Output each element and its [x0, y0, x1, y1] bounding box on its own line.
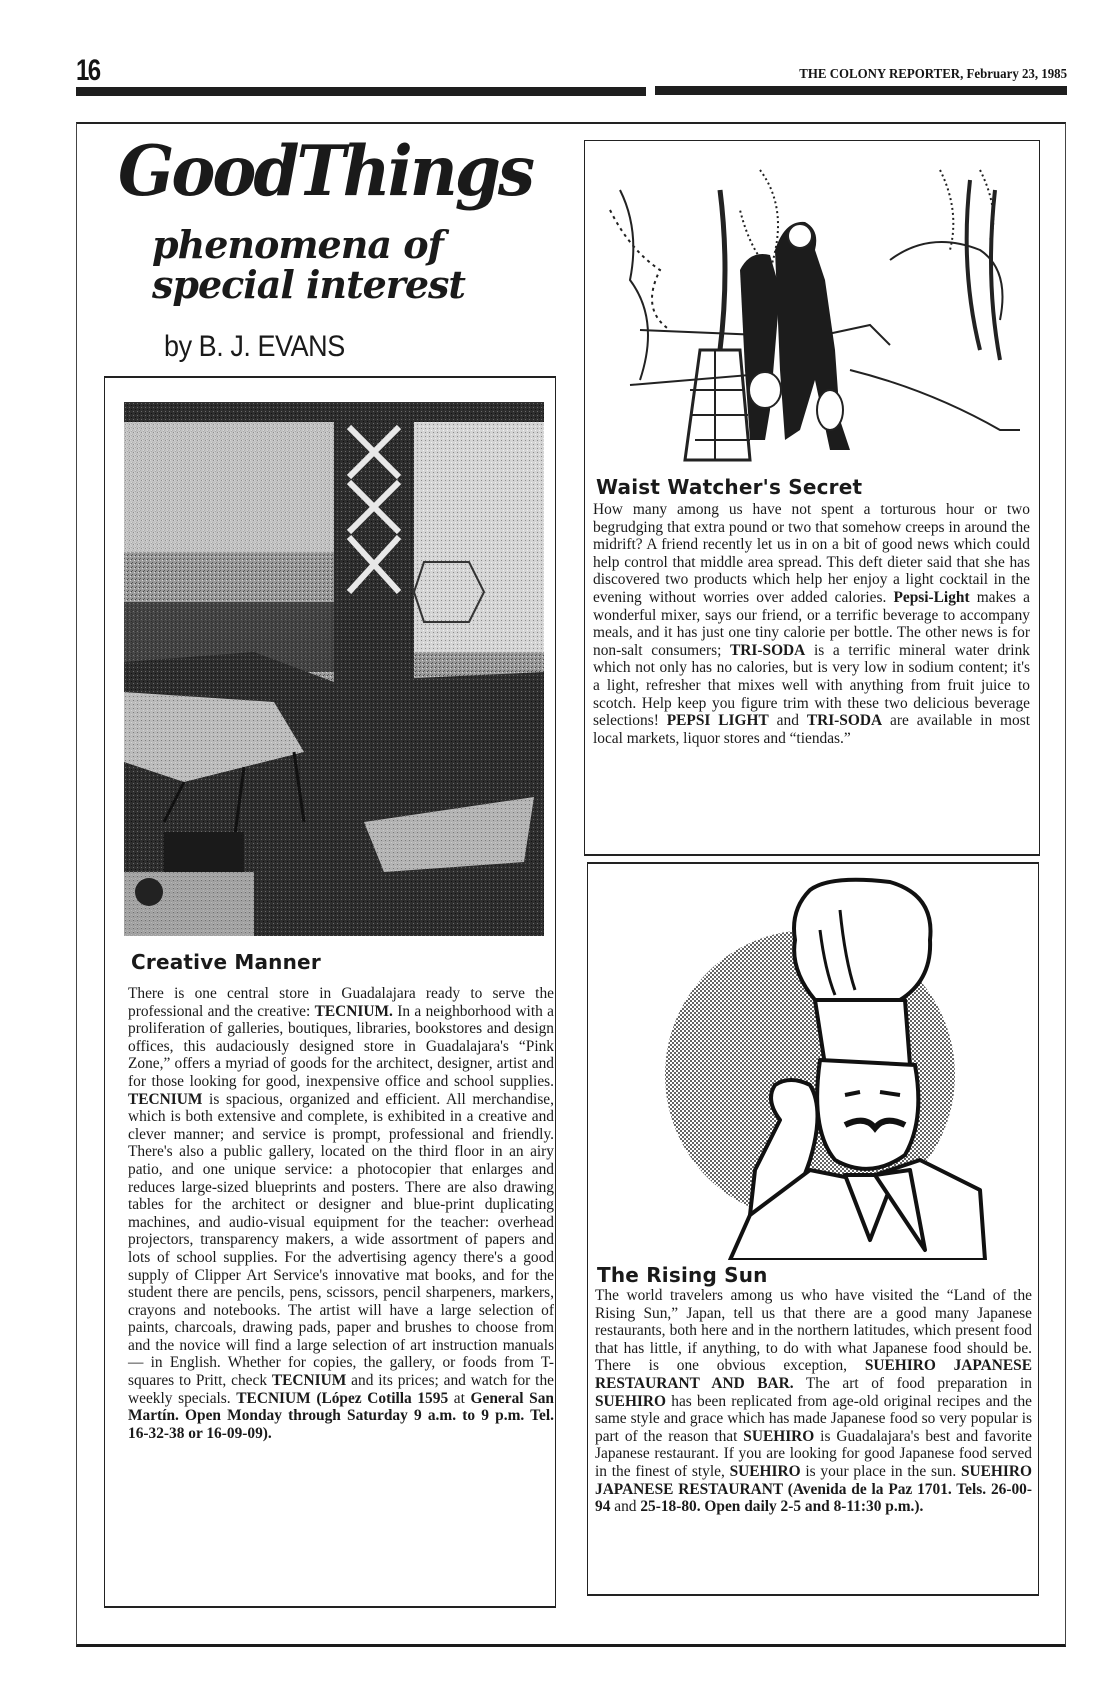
- text-run: The world travelers among us who have visited the “Land of the Rising Sun,” Japan, tell us that there are a good many Japanese restaurants, both here and in the northern latitudes, which present food that has little, if anything, to do with what Japanese food should be. There is one obvious exception,: [595, 1287, 1032, 1375]
- masthead: THE COLONY REPORTER, February 23, 1985: [799, 67, 1067, 82]
- bold-text-run: SUEHIRO JAPANESE RESTAURANT (Avenida de la Paz 1701. Tels. 26-00-94: [595, 1462, 1032, 1516]
- article-body-rising-sun: [595, 1287, 1032, 1516]
- feature-title: GoodThings: [118, 130, 533, 212]
- text-run: and: [610, 1498, 641, 1516]
- text-run: and: [768, 712, 807, 730]
- text-run: How many among us have not spent a torturous hour or two begrudging that extra pound or two that somehow creeps in around the midrift? A friend recently let us in on a bit of good news which could help control that middle area spread. This deft dieter said that she has discovered two products which help her enjoy a light cocktail in the evening without worries over added calories.: [593, 501, 1030, 606]
- text-run: There is one central store in Guadalajara ready to serve the professional and the creative:: [128, 985, 554, 1020]
- byline: by B. J. EVANS: [164, 330, 345, 363]
- text-run: are available in most local markets, liquor stores and “tiendas.”: [593, 712, 1030, 747]
- bold-text-run: Pepsi-Light: [893, 588, 970, 606]
- header-rule-left: [76, 87, 646, 96]
- text-run: is spacious, organized and efficient. All merchandise, which is both extensive and complete, is exhibited in a creative and clever manner; and service is prompt, professional and friendly. There's also a public gallery, located on the third floor in an airy patio, and one unique service: a photocopier that enlarges and reduces large-sized blueprints and posters. There are also drawing tables for the architect or designer and blue-print duplicating machines, and audio-visual equipment for the teacher: overhead projectors, transparency makers, a wide assortment of papers and lots of school supplies. For the advertising agency there's a good supply of Clipper Art Service's innovative mat books, and for the student there are pencils, pens, scissors, pencil sharpeners, markers, crayons and notebooks. The artist will have a large selection of paints, charcoals, drawing pads, paper and brushes to choose from and the novice will find a large selection of art instruction manuals — in English. Whether for copies, the gallery, or foods from T-squares to Pritt, check: [128, 1090, 554, 1390]
- chef-illustration: [660, 870, 990, 1260]
- header-rule-right: [655, 86, 1067, 95]
- headline-rising-sun: The Rising Sun: [597, 1263, 768, 1287]
- article-body-waist-watcher: [593, 501, 1030, 747]
- bold-text-run: TRI-SODA: [730, 641, 806, 659]
- joggers-illustration: [600, 150, 1024, 480]
- text-run: makes a wonderful mixer, says our friend, or a terrific beverage to accompany meals, and it has just one tiny calorie per bottle. The other news is for non-salt consumers;: [593, 588, 1030, 659]
- text-run: and its prices; and watch for the weekly specials.: [128, 1372, 554, 1407]
- page-number: 16: [76, 54, 100, 87]
- bold-text-run: SUEHIRO JAPANESE RESTAURANT AND BAR.: [595, 1357, 1032, 1392]
- bold-text-run: SUEHIRO: [743, 1427, 815, 1445]
- bold-text-run: SUEHIRO: [729, 1462, 801, 1480]
- feature-subtitle-line1: phenomena of: [152, 222, 443, 267]
- article-body-creative-manner: [128, 985, 554, 1442]
- bold-text-run: SUEHIRO: [595, 1392, 666, 1410]
- bold-text-run: TECNIUM: [128, 1090, 203, 1108]
- text-run: In a neighborhood with a proliferation of galleries, boutiques, libraries, bookstores and design offices, this audaciously designed store in Guadalajara's “Pink Zone,” offers a myriad of goods for the architect, designer, artist and for those looking for good, inexpensive office and school supplies.: [128, 1002, 554, 1090]
- text-run: The art of food preparation in: [793, 1374, 1032, 1392]
- bold-text-run: TECNIUM.: [314, 1002, 393, 1020]
- text-run: is a terrific mineral water drink which not only has no calories, but is very low in sodium content; it's a light, refresher that mixes well with anything from fruit juice to scotch. Help keep you figure trim with these two delicious beverage selections!: [593, 641, 1030, 730]
- bold-text-run: PEPSI LIGHT: [666, 712, 769, 730]
- text-run: is your place in the sun.: [800, 1462, 961, 1480]
- headline-waist-watcher: Waist Watcher's Secret: [596, 475, 863, 499]
- text-run: is Guadalajara's best and favorite Japanese restaurant. If you are looking for good Japanese food served in the finest of style,: [595, 1427, 1032, 1480]
- bold-text-run: General San Martín. Open Monday through Saturday 9 a.m. to 9 p.m. Tel. 16-32-38 or 16-09-09).: [128, 1389, 554, 1442]
- store-interior-photo: [124, 402, 544, 936]
- headline-creative-manner: Creative Manner: [131, 950, 321, 974]
- chef-image: [660, 870, 990, 1260]
- store-interior-image: [124, 402, 544, 936]
- text-run: at: [448, 1389, 471, 1407]
- joggers-image: [600, 150, 1024, 480]
- text-run: has been replicated from age-old original recipes and the same style and grace which has made Japanese food so very popular is part of the reason that: [595, 1392, 1032, 1445]
- bold-text-run: TECNIUM: [271, 1372, 347, 1390]
- bold-text-run: 25-18-80. Open daily 2-5 and 8-11:30 p.m.).: [640, 1498, 924, 1516]
- bold-text-run: TRI-SODA: [806, 712, 883, 730]
- feature-subtitle-line2: special interest: [152, 262, 465, 307]
- bold-text-run: TECNIUM (López Cotilla 1595: [236, 1389, 449, 1407]
